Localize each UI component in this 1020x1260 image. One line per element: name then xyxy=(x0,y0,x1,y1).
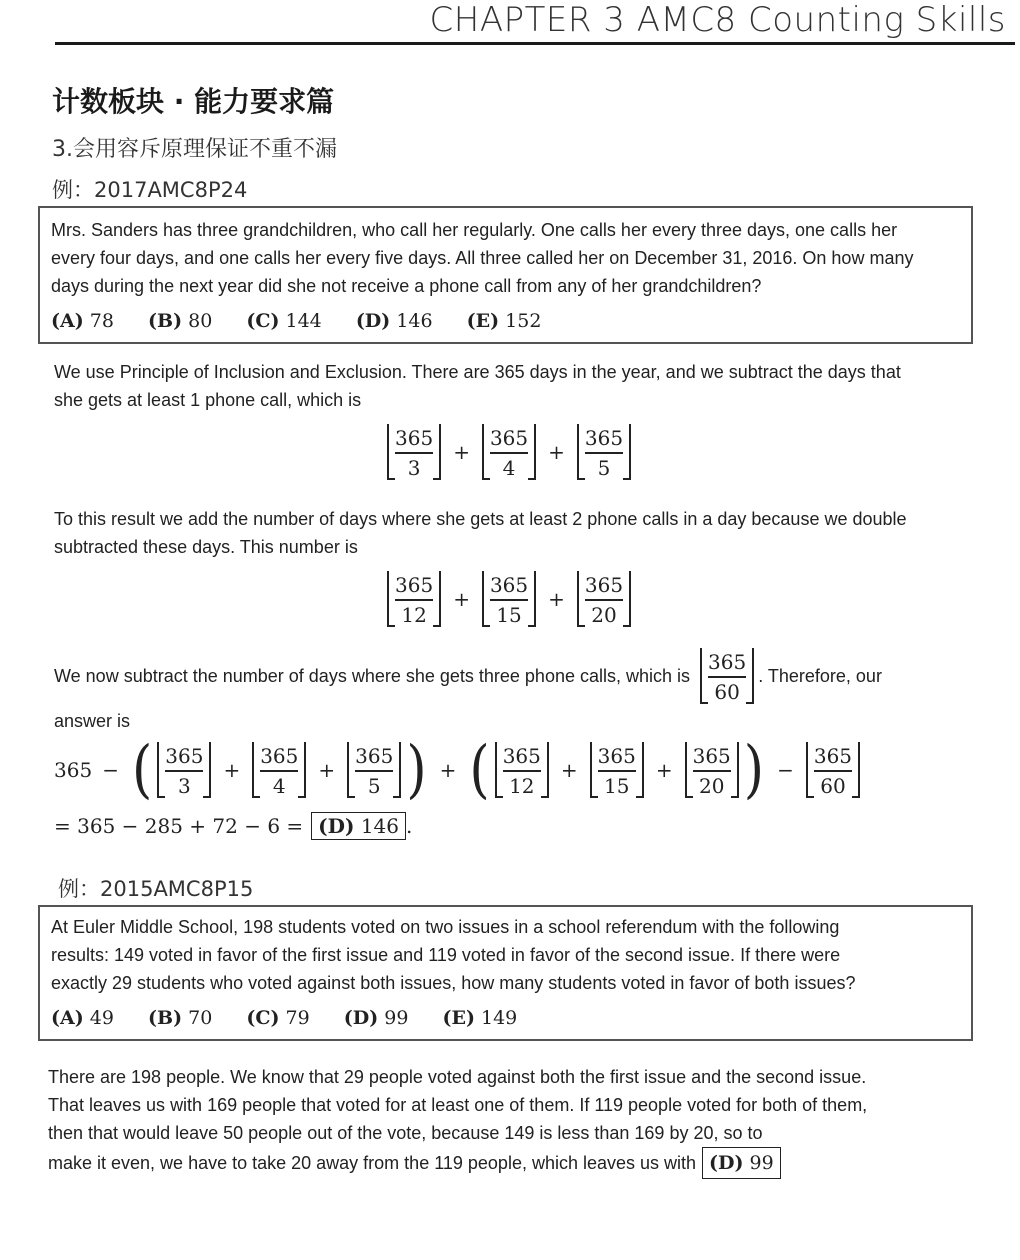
numerator: 365 xyxy=(584,426,624,450)
formula-single-floors xyxy=(385,424,633,480)
minus-sign: − xyxy=(777,757,794,782)
plus-sign: + xyxy=(548,439,565,464)
floor-fraction xyxy=(495,742,549,798)
solution-paragraph-2 xyxy=(54,505,907,561)
numerator: 365 xyxy=(584,573,624,597)
choice-value: 99 xyxy=(384,1007,409,1029)
choice-letter: (A) xyxy=(51,1007,84,1029)
choice-letter: (A) xyxy=(51,310,84,332)
floor-fraction xyxy=(482,424,536,480)
numerator: 365 xyxy=(395,573,434,597)
denominator: 60 xyxy=(714,679,740,704)
fraction-bar xyxy=(814,770,852,772)
solution-paragraph-4 xyxy=(48,1063,867,1179)
lead-term: 365 xyxy=(54,757,93,782)
plus-sign: + xyxy=(655,757,673,782)
fraction-bar xyxy=(598,770,636,772)
problem-line: At Euler Middle School, 198 students voted on two issues in a school referendum with the following xyxy=(51,917,840,937)
minus-sign: − xyxy=(102,757,119,782)
chapter-header: CHAPTER 3 AMC8 Counting Skills xyxy=(429,0,1006,40)
choice-value: 80 xyxy=(188,310,213,332)
period: . xyxy=(406,814,413,838)
answer-choices-2 xyxy=(51,1007,545,1029)
problem-line: exactly 29 students who voted against both issues, how many students voted in favor of both issues? xyxy=(51,973,856,993)
floor-fraction xyxy=(806,742,860,798)
close-paren: ) xyxy=(406,733,427,806)
choice-value: 144 xyxy=(285,310,322,332)
solution-line: make it even, we have to take 20 away from the 119 people, which leaves us with xyxy=(48,1153,697,1173)
plus-sign: + xyxy=(223,757,241,782)
solution-line: That leaves us with 169 people that voted for at least one of them. If 119 people voted for both of them, xyxy=(48,1095,868,1115)
fraction-bar xyxy=(585,599,623,601)
choice-value: 70 xyxy=(188,1007,213,1029)
choice-value: 79 xyxy=(285,1007,310,1029)
formula-pair-floors xyxy=(385,571,633,627)
floor-fraction xyxy=(700,648,754,704)
solution-text: . Therefore, our xyxy=(758,665,882,686)
solution-paragraph-1 xyxy=(54,358,901,414)
numerator: 365 xyxy=(395,426,434,450)
solution-text: We now subtract the number of days where she gets three phone calls, which is xyxy=(54,665,691,686)
floor-fraction xyxy=(347,742,401,798)
denominator: 60 xyxy=(820,773,846,798)
solution-final-line xyxy=(48,1147,867,1179)
plus-sign: + xyxy=(548,586,565,611)
solution-paragraph-3 xyxy=(54,648,882,704)
result-expression: = 365 − 285 + 72 − 6 = xyxy=(54,814,304,838)
plus-sign: + xyxy=(560,757,578,782)
choice-value: 149 xyxy=(481,1007,518,1029)
denominator: 5 xyxy=(367,773,381,798)
problem-line: days during the next year did she not receive a phone call from any of her grandchildren? xyxy=(51,276,762,296)
result-line-1 xyxy=(54,812,412,840)
solution-line: answer is xyxy=(54,711,131,731)
numerator: 365 xyxy=(502,744,541,768)
denominator: 5 xyxy=(597,455,611,480)
answer-choices-1 xyxy=(51,310,569,332)
fraction-bar xyxy=(708,676,746,678)
answer-letter: (D) xyxy=(318,814,355,838)
denominator: 4 xyxy=(502,455,516,480)
choice-value: 152 xyxy=(505,310,542,332)
floor-fraction xyxy=(482,571,536,627)
floor-fraction xyxy=(577,571,631,627)
choice-b xyxy=(148,1007,212,1029)
floor-fraction xyxy=(685,742,739,798)
subsection-title: 3.会用容斥原理保证不重不漏 xyxy=(52,137,337,162)
solution-line: We use Principle of Inclusion and Exclusion. There are 365 days in the year, and we subtract the days that xyxy=(54,362,901,382)
example-label-1: 例：2017AMC8P24 xyxy=(52,178,248,202)
plus-sign: + xyxy=(439,757,457,782)
fraction-bar xyxy=(490,452,528,454)
solution-line: To this result we add the number of days where she gets at least 2 phone calls in a day because we double xyxy=(54,509,907,529)
floor-fraction xyxy=(387,571,441,627)
fraction-bar xyxy=(355,770,393,772)
denominator: 20 xyxy=(591,602,617,627)
choice-letter: (D) xyxy=(355,310,391,332)
fraction-bar xyxy=(585,452,623,454)
plus-sign: + xyxy=(453,586,470,611)
example-label-2: 例：2015AMC8P15 xyxy=(58,877,254,901)
solution-line: subtracted these days. This number is xyxy=(54,537,358,557)
choice-letter: (C) xyxy=(246,1007,280,1029)
denominator: 12 xyxy=(401,602,427,627)
numerator: 365 xyxy=(489,573,529,597)
problem-text-2 xyxy=(51,913,855,997)
floor-fraction xyxy=(387,424,441,480)
denominator: 3 xyxy=(177,773,191,798)
fraction-bar xyxy=(395,452,433,454)
choice-c xyxy=(246,1007,309,1029)
choice-a xyxy=(51,1007,114,1029)
plus-sign: + xyxy=(318,757,336,782)
fraction-bar xyxy=(693,770,731,772)
section-title: 计数板块 · 能力要求篇 xyxy=(52,85,335,118)
denominator: 12 xyxy=(509,773,535,798)
denominator: 20 xyxy=(698,773,725,798)
problem-line: every four days, and one calls her every five days. All three called her on December 31, 2016. On how many xyxy=(51,248,914,268)
fraction-bar xyxy=(395,599,433,601)
floor-fraction xyxy=(157,742,211,798)
problem-line: Mrs. Sanders has three grandchildren, who call her regularly. One calls her every three days, one calls her xyxy=(51,220,898,240)
numerator: 365 xyxy=(692,744,731,768)
problem-box-2 xyxy=(38,905,973,1041)
numerator: 365 xyxy=(165,744,204,768)
choice-e xyxy=(442,1007,517,1029)
header-divider xyxy=(55,42,1015,45)
answer-value: 146 xyxy=(360,814,399,838)
choice-e xyxy=(467,310,542,332)
choice-letter: (E) xyxy=(466,310,500,332)
fraction-bar xyxy=(165,770,203,772)
numerator: 365 xyxy=(597,744,636,768)
choice-value: 146 xyxy=(396,310,433,332)
fraction-bar xyxy=(260,770,298,772)
choice-letter: (B) xyxy=(148,1007,183,1029)
formula-full-expression xyxy=(54,733,862,806)
choice-letter: (B) xyxy=(148,310,183,332)
solution-line: she gets at least 1 phone call, which is xyxy=(54,390,362,410)
choice-letter: (D) xyxy=(343,1007,379,1029)
solution-line: There are 198 people. We know that 29 people voted against both the first issue and the second issue. xyxy=(48,1067,867,1087)
answer-value: 99 xyxy=(749,1152,774,1174)
open-paren: ( xyxy=(469,733,490,806)
choice-letter: (C) xyxy=(246,310,280,332)
choice-a xyxy=(51,310,114,332)
fraction-bar xyxy=(490,599,528,601)
problem-line: results: 149 voted in favor of the first issue and 119 voted in favor of the second issue. If there were xyxy=(51,945,841,965)
floor-fraction xyxy=(252,742,306,798)
solution-line: then that would leave 50 people out of the vote, because 149 is less than 169 by 20, so to xyxy=(48,1123,763,1143)
choice-b xyxy=(148,310,212,332)
denominator: 4 xyxy=(272,773,286,798)
choice-d xyxy=(356,310,433,332)
numerator: 365 xyxy=(260,744,299,768)
denominator: 3 xyxy=(407,455,421,480)
floor-fraction xyxy=(590,742,644,798)
choice-value: 49 xyxy=(89,1007,114,1029)
numerator: 365 xyxy=(708,650,747,674)
close-paren: ) xyxy=(743,733,765,806)
answer-box-2 xyxy=(702,1147,781,1179)
open-paren: ( xyxy=(131,733,153,806)
numerator: 365 xyxy=(355,744,394,768)
problem-text-1 xyxy=(51,216,913,300)
fraction-bar xyxy=(503,770,541,772)
answer-letter: (D) xyxy=(709,1152,744,1174)
plus-sign: + xyxy=(453,439,470,464)
denominator: 15 xyxy=(604,773,630,798)
choice-c xyxy=(246,310,321,332)
floor-fraction xyxy=(577,424,631,480)
formula-triple-floor xyxy=(698,648,756,704)
numerator: 365 xyxy=(813,744,853,768)
choice-d xyxy=(344,1007,409,1029)
denominator: 15 xyxy=(496,602,522,627)
answer-box-1 xyxy=(311,812,406,840)
choice-value: 78 xyxy=(89,310,114,332)
problem-box-1 xyxy=(38,206,973,344)
numerator: 365 xyxy=(489,426,529,450)
choice-letter: (E) xyxy=(442,1007,475,1029)
